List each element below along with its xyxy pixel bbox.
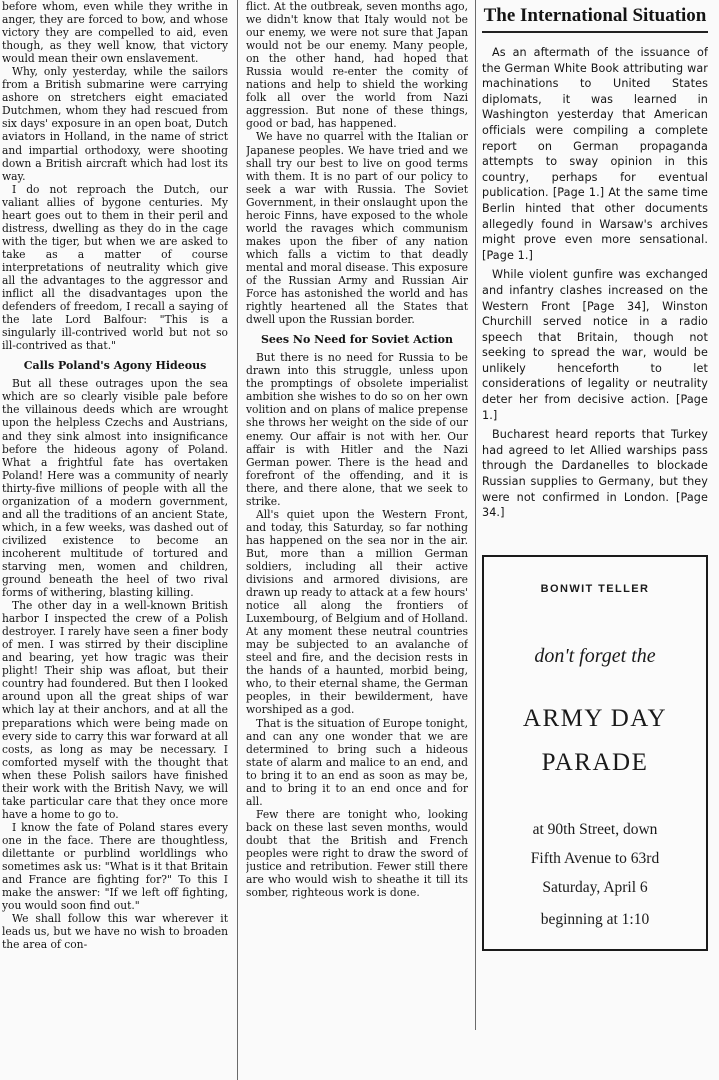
article-paragraph: Why, only yesterday, while the sailors from a British submarine were carrying ashore on stretchers eight emaciated Dutchmen, whom they had rescued from six days' exposure in an open boat, Dutch aviators in Holland, in the name of strict and impartial orthodoxy, were shooting down a British aircraft which had lost its way. (2, 65, 228, 183)
article-paragraph: The other day in a well-known British harbor I inspected the crew of a Polish destroyer. I rarely have seen a finer body of men. I was stirred by their discipline and bearing, yet how tragic was their plight! Their ship was afloat, but their country had foundered. But then I looked around upon all the great ships of war which lay at their anchors, and at all the preparations which were being made on every side to carry this war forward at all costs, as long as may be necessary. I comforted myself with the thought that when these Polish sailors have finished their work with the British Navy, we will take particular care that they once more have a home to go to. (2, 599, 228, 821)
ad-brand: BONWIT TELLER (540, 583, 650, 595)
column-rule (475, 0, 476, 1030)
advertisement (482, 555, 708, 951)
article-paragraph: We have no quarrel with the Italian or Japanese peoples. We have tried and we shall try our best to live on good terms with them. It is no part of our policy to seek a war with Russia. The Soviet Government, in their onslaught upon the heroic Finns, have exposed to the whole world the ravages which communism makes upon the fiber of any nation which falls a victim to that deadly mental and moral disease. This exposure of the Russian Army and Russian Air Force has astonished the world and has rightly heartened all the States that dwell upon the Russian border. (246, 130, 468, 327)
article-column-2 (246, 0, 468, 1024)
ad-detail: Fifth Avenue to 63rd (530, 850, 660, 867)
summary-paragraph: As an aftermath of the issuance of the German White Book attributing war machinations to United States diplomats, it was learned in Washington yesterday that American officials were compiling a complete report on German propaganda attempts to sway opinion in this country, perhaps for eventual publication. [Page 1.] At the same time Berlin hinted that other documents allegedly found in Warsaw's archives might prove even more sensational. [Page 1.] (482, 46, 708, 262)
article-paragraph: But there is no need for Russia to be drawn into this struggle, unless upon the promptings of obsolete imperialist ambition she wishes to do so on her own volition and on plans of malice prepense she throws her weight on the side of our enemy. Our affair is not with her. Our affair is with Hitler and the Nazi German power. There is the head and forefront of the offending, and it is there, and there alone, that we seek to strike. (246, 351, 468, 508)
ad-detail: at 90th Street, down (532, 821, 658, 838)
news-summary-column (482, 0, 708, 548)
ad-tagline: don't forget the (534, 645, 656, 667)
subheading: Sees No Need for Soviet Action (260, 333, 454, 347)
article-paragraph: I do not reproach the Dutch, our valiant allies of bygone centuries. My heart goes out to them in their peril and distress, dwelling as they do in the cage with the tiger, but when we are asked to take as a matter of course interpretations of neutrality which give all the advantages to the aggressor and inflict all the disadvantages upon the defenders of freedom, I recall a saying of the late Lord Balfour: "This is a singularly ill-contrived world but not so ill-contrived as that." (2, 182, 228, 353)
ad-detail: Saturday, April 6 (542, 879, 648, 896)
article-paragraph: But all these outrages upon the sea which are so clearly visible pale before the villainous deeds which are wrought upon the helpless Czechs and Austrians, and they sink almost into insignificance before the hideous agony of Poland. What a frightful fate has overtaken Poland! Here was a community of nearly thirty-five millions of people with all the organization of a modern government, and all the traditions of an ancient State, which, in a few weeks, was dashed out of civilized existence to become an incoherent multitude of tortured and starving men, women and children, ground beneath the heel of two rival forms of withering, blasting killing. (2, 377, 228, 600)
article-column-1 (2, 0, 228, 1080)
summary-paragraph: Bucharest heard reports that Turkey had agreed to let Allied warships pass through the Dardanelles to blockade Russian supplies to Germany, but they were not confirmed in London. [Page 34.] (482, 428, 708, 520)
article-paragraph: before whom, even while they writhe in anger, they are forced to bow, and whose victory they are compelled to aid, even though, as they well know, that victory would mean their own enslavement. (2, 0, 228, 66)
column-rule (237, 0, 238, 1080)
article-paragraph: We shall follow this war wherever it leads us, but we have no wish to broaden the area of con- (2, 912, 228, 952)
article-paragraph: All's quiet upon the Western Front, and today, this Saturday, so far nothing has happened on the sea nor in the air. But, more than a million German soldiers, including all their active divisions and armored divisions, are drawn up ready to attack at a few hours' notice all along the frontiers of Luxembourg, of Belgium and of Holland. At any moment these neutral countries may be subjected to an avalanche of steel and fire, and the decision rests in the hands of a haunted, morbid being, who, to their eternal shame, the German peoples, in their bewilderment, have worshiped as a god. (246, 507, 468, 717)
article-paragraph: flict. At the outbreak, seven months ago, we didn't know that Italy would not be our enemy, we were not sure that Japan would not be our enemy. Many people, on the other hand, had hoped that Russia would re-enter the comity of nations and help to shield the working folk all over the world from Nazi aggression. But none of these things, good or bad, has happened. (246, 0, 468, 131)
summary-paragraph: While violent gunfire was exchanged and infantry clashes increased on the Western Front [Page 34], Winston Churchill served notice in a radio speech that Britain, though not seeking to spread the war, would be unlikely henceforth to let considerations of legality or neutrality deter her from decisive action. [Page 1.] (482, 268, 708, 422)
ad-headline: ARMY DAY (522, 705, 668, 732)
article-paragraph: I know the fate of Poland stares every one in the face. There are thoughtless, dilettante or purblind worldlings who sometimes ask us: "What is it that Britain and France are fighting for?" To this I make the answer: "If we left off fighting, you would soon find out." (2, 820, 228, 913)
subheading: Calls Poland's Agony Hideous (23, 359, 207, 373)
article-paragraph: Few there are tonight who, looking back on these last seven months, would doubt that the British and French peoples were right to draw the sword of justice and retribution. Fewer still there are who would wish to sheathe it till its somber, righteous work is done. (246, 807, 468, 900)
ad-detail: beginning at 1:10 (540, 911, 650, 928)
section-title: The International Situation (482, 0, 708, 33)
article-paragraph: That is the situation of Europe tonight, and can any one wonder that we are determined to bring such a hideous state of alarm and malice to an end, and to bring it to an end as soon as may be, and to bring it to an end once and for all. (246, 716, 468, 808)
ad-headline: PARADE (541, 749, 649, 776)
